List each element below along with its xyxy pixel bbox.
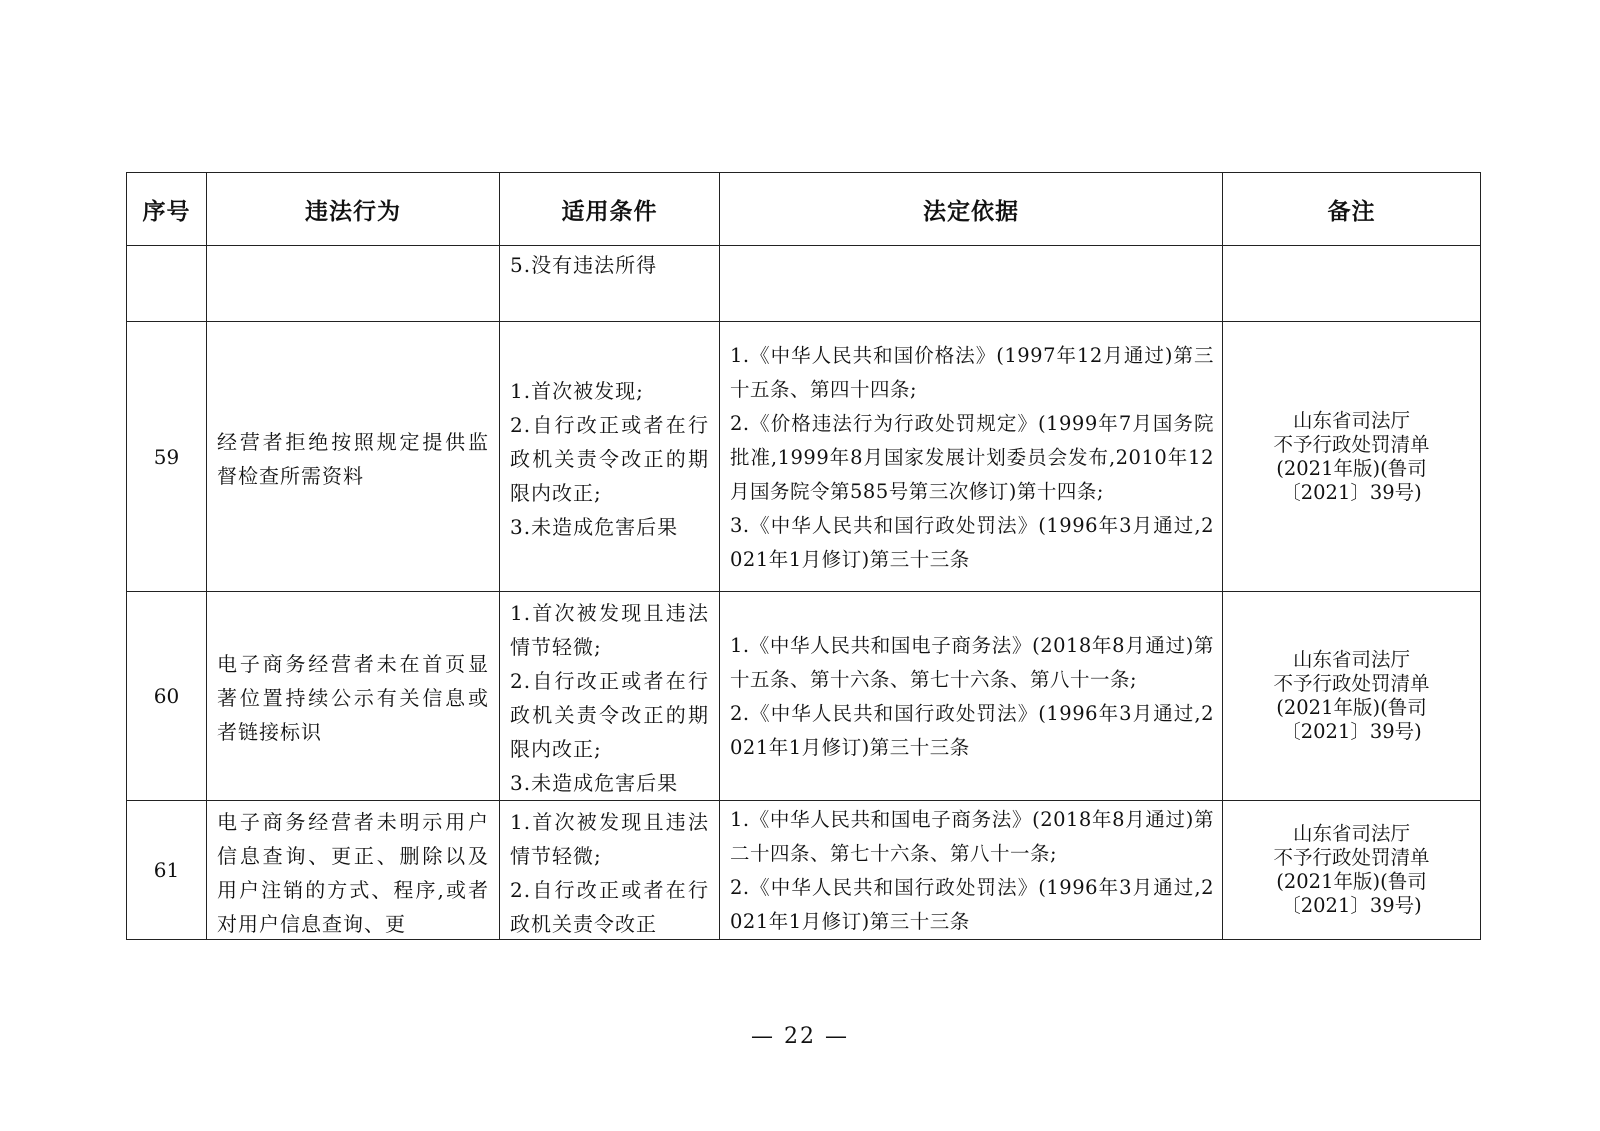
header-legal-basis: 法定依据 — [720, 173, 1223, 246]
remark-line: 不予行政处罚清单 — [1273, 432, 1430, 456]
remark-line: 〔2021〕39号) — [1281, 894, 1422, 917]
condition-line: 1.首次被发现且违法情节轻微; — [510, 601, 709, 659]
table-row — [127, 801, 1481, 940]
condition-line: 3.未造成危害后果 — [510, 514, 679, 539]
cell-conditions — [500, 322, 720, 592]
legal-basis-line: 2.《中华人民共和国行政处罚法》(1996年3月通过,2021年1月修订)第三十三条 — [730, 876, 1214, 933]
header-violation: 违法行为 — [207, 173, 500, 246]
remark-line: 不予行政处罚清单 — [1273, 846, 1430, 869]
remark-line: 山东省司法厅 — [1292, 408, 1410, 432]
remark-line: 不予行政处罚清单 — [1273, 672, 1430, 695]
table-header-row — [127, 173, 1481, 246]
remark-line: 〔2021〕39号) — [1281, 720, 1422, 743]
page-number: — 22 — — [751, 1024, 849, 1049]
cell-legal-basis-continued — [720, 246, 1223, 322]
remark-line: (2021年版)(鲁司 — [1276, 456, 1427, 480]
cell-legal-basis — [720, 801, 1223, 940]
cell-remarks-continued — [1223, 246, 1481, 322]
cell-violation — [207, 592, 500, 801]
header-seq: 序号 — [127, 173, 207, 246]
condition-line: 2.自行改正或者在行政机关责令改正的期限内改正; — [510, 669, 709, 761]
header-conditions: 适用条件 — [500, 173, 720, 246]
remark-line: (2021年版)(鲁司 — [1276, 696, 1427, 719]
cell-remarks — [1223, 592, 1481, 801]
legal-basis-line: 1.《中华人民共和国电子商务法》(2018年8月通过)第十五条、第十六条、第七十六条、第八十一条; — [730, 634, 1214, 691]
legal-basis-line: 2.《价格违法行为行政处罚规定》(1999年7月国务院批准,1999年8月国家发展计划委员会发布,2010年12月国务院令第585号第三次修订)第十四条; — [730, 411, 1214, 503]
legal-basis-line: 3.《中华人民共和国行政处罚法》(1996年3月通过,2021年1月修订)第三十三条 — [730, 513, 1214, 571]
legal-basis-line: 1.《中华人民共和国电子商务法》(2018年8月通过)第二十四条、第七十六条、第八十一条; — [730, 808, 1214, 865]
condition-line: 2.自行改正或者在行政机关责令改正的期限内改正; — [510, 412, 709, 505]
cell-remarks — [1223, 322, 1481, 592]
header-remarks: 备注 — [1223, 173, 1481, 246]
remark-line: 山东省司法厅 — [1292, 822, 1410, 845]
penalty-exemption-table — [126, 172, 1481, 940]
violation-text: 电子商务经营者未在首页显著位置持续公示有关信息或者链接标识 — [217, 652, 489, 744]
cell-legal-basis — [720, 322, 1223, 592]
remark-line: 〔2021〕39号) — [1281, 480, 1422, 504]
table-row-continued — [127, 246, 1481, 322]
condition-line: 1.首次被发现; — [510, 378, 644, 403]
condition-line: 3.未造成危害后果 — [510, 771, 679, 795]
cell-violation-continued — [207, 246, 500, 322]
condition-line: 5.没有违法所得 — [510, 253, 658, 277]
cell-violation — [207, 322, 500, 592]
violation-text: 经营者拒绝按照规定提供监督检查所需资料 — [217, 429, 489, 488]
cell-seq: 61 — [127, 801, 207, 940]
condition-line: 1.首次被发现且违法情节轻微; — [510, 810, 709, 868]
remark-line: (2021年版)(鲁司 — [1276, 870, 1427, 893]
cell-violation — [207, 801, 500, 940]
legal-basis-line: 1.《中华人民共和国价格法》(1997年12月通过)第三十五条、第四十四条; — [730, 343, 1214, 401]
cell-conditions-continued — [500, 246, 720, 322]
cell-legal-basis — [720, 592, 1223, 801]
legal-basis-line: 2.《中华人民共和国行政处罚法》(1996年3月通过,2021年1月修订)第三十三条 — [730, 702, 1214, 759]
table-row — [127, 592, 1481, 801]
cell-conditions — [500, 801, 720, 940]
violation-text: 电子商务经营者未明示用户信息查询、更正、删除以及用户注销的方式、程序,或者对用户信息查询、更 — [217, 810, 489, 936]
remark-line: 山东省司法厅 — [1292, 648, 1410, 671]
cell-seq-continued — [127, 246, 207, 322]
table-row — [127, 322, 1481, 592]
cell-seq: 60 — [127, 592, 207, 801]
condition-line: 2.自行改正或者在行政机关责令改正 — [510, 878, 709, 936]
cell-conditions — [500, 592, 720, 801]
cell-seq: 59 — [127, 322, 207, 592]
cell-remarks — [1223, 801, 1481, 940]
